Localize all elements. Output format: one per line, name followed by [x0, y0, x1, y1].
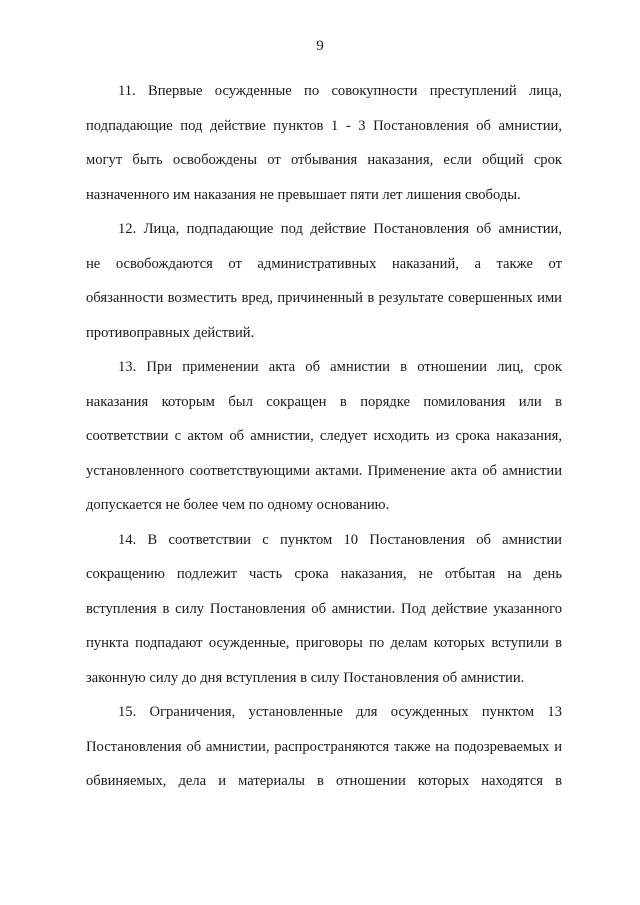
paragraph-13 [86, 350, 562, 523]
text-line: не освобождаются от административных наказаний, а также от [86, 255, 562, 272]
text-line: 13. При применении акта об амнистии в отношении лиц, срок [118, 359, 562, 375]
text-line: допускается не более чем по одному основанию. [86, 497, 390, 513]
text-line: 14. В соответствии с пунктом 10 Постановления об амнистии [118, 531, 562, 548]
text-line: вступления в силу Постановления об амнистии. Под действие указанного [86, 600, 562, 617]
text-line: 15. Ограничения, установленные для осужденных пунктом 13 [118, 704, 562, 720]
paragraph-14 [86, 523, 562, 696]
text-line: пункта подпадают осужденные, приговоры по делам которых вступили в [86, 635, 562, 651]
text-line: подпадающие под действие пунктов 1 - 3 Постановления об амнистии, [86, 117, 562, 134]
paragraph-12 [86, 212, 562, 350]
text-line: противоправных действий. [86, 324, 255, 341]
text-line: сокращению подлежит часть срока наказания, не отбытая на день [86, 566, 562, 582]
text-line: обвиняемых, дела и материалы в отношении которых находятся в [86, 773, 562, 789]
text-line: назначенного им наказания не превышает пяти лет лишения свободы. [86, 186, 521, 203]
page-number: 9 [316, 38, 324, 54]
text-line: наказания которым был сокращен в порядке помилования или в [86, 393, 562, 410]
text-line: установленного соответствующими актами. Применение акта об амнистии [86, 462, 562, 479]
document-body [86, 74, 562, 799]
paragraph-15 [86, 695, 562, 799]
text-line: 12. Лица, подпадающие под действие Постановления об амнистии, [118, 221, 562, 237]
text-line: обязанности возместить вред, причиненный в результате совершенных ими [86, 290, 562, 306]
text-line: Постановления об амнистии, распространяются также на подозреваемых и [86, 738, 562, 755]
paragraph-11 [86, 74, 562, 212]
text-line: могут быть освобождены от отбывания наказания, если общий срок [86, 152, 562, 168]
text-line: соответствии с актом об амнистии, следует исходить из срока наказания, [86, 428, 562, 444]
text-line: 11. Впервые осужденные по совокупности преступлений лица, [118, 83, 562, 99]
text-line: законную силу до дня вступления в силу Постановления об амнистии. [86, 669, 525, 686]
